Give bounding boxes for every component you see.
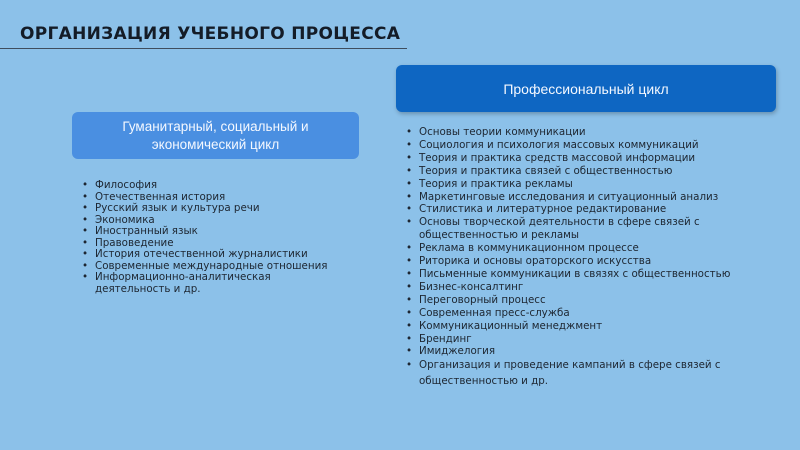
humanitarian-subject-item: • Философия <box>81 180 336 192</box>
professional-cycle-heading <box>396 65 776 112</box>
professional-subject-item: • Теория и практика средств массовой информации <box>405 152 775 165</box>
humanitarian-subject-item: • Правоведение <box>81 238 336 250</box>
humanitarian-cycle-heading <box>72 112 359 159</box>
professional-subject-item: • Организация и проведение кампаний в сфере связей с общественностью и др. <box>405 358 775 389</box>
humanitarian-subject-item: • Отечественная история <box>81 192 336 204</box>
professional-subject-item: • Основы теории коммуникации <box>405 126 775 139</box>
professional-cycle-label: Профессиональный цикл <box>503 80 669 97</box>
professional-subject-item: • Переговорный процесс <box>405 294 775 307</box>
humanitarian-subject-list <box>81 180 336 295</box>
humanitarian-subject-item: • Иностранный язык <box>81 226 336 238</box>
professional-subject-item: • Коммуникационный менеджмент <box>405 320 775 333</box>
professional-subject-item: • Теория и практика связей с общественностью <box>405 165 775 178</box>
humanitarian-subject-item: • Информационно-аналитическая деятельность и др. <box>81 272 336 295</box>
humanitarian-cycle-label-line2: экономический цикл <box>151 136 280 152</box>
humanitarian-subject-item: • Экономика <box>81 215 336 227</box>
professional-subject-item: • Письменные коммуникации в связях с общественностью <box>405 268 775 281</box>
humanitarian-subject-item: • Современные международные отношения <box>81 261 336 273</box>
professional-subject-item: • Маркетинговые исследования и ситуационный анализ <box>405 191 775 204</box>
professional-subject-item: • Теория и практика рекламы <box>405 178 775 191</box>
professional-subject-item: • Брендинг <box>405 333 775 346</box>
professional-subject-item: • Риторика и основы ораторского искусства <box>405 255 775 268</box>
professional-subject-list <box>405 126 775 389</box>
humanitarian-subject-item: • Русский язык и культура речи <box>81 203 336 215</box>
professional-subject-item: • Бизнес-консалтинг <box>405 281 775 294</box>
humanitarian-subject-item: • История отечественной журналистики <box>81 249 336 261</box>
professional-subject-item: • Имиджелогия <box>405 345 775 358</box>
professional-subject-item: • Стилистика и литературное редактирование <box>405 203 775 216</box>
title-underline <box>0 48 407 49</box>
professional-subject-item: • Социология и психология массовых коммуникаций <box>405 139 775 152</box>
professional-subject-item: • Основы творческой деятельности в сфере связей с общественностью и рекламы <box>405 216 775 242</box>
page-title: ОРГАНИЗАЦИЯ УЧЕБНОГО ПРОЦЕССА <box>20 24 401 44</box>
professional-subject-item: • Современная пресс-служба <box>405 307 775 320</box>
professional-subject-item: • Реклама в коммуникационном процессе <box>405 242 775 255</box>
humanitarian-cycle-label-line1: Гуманитарный, социальный и <box>122 118 309 134</box>
